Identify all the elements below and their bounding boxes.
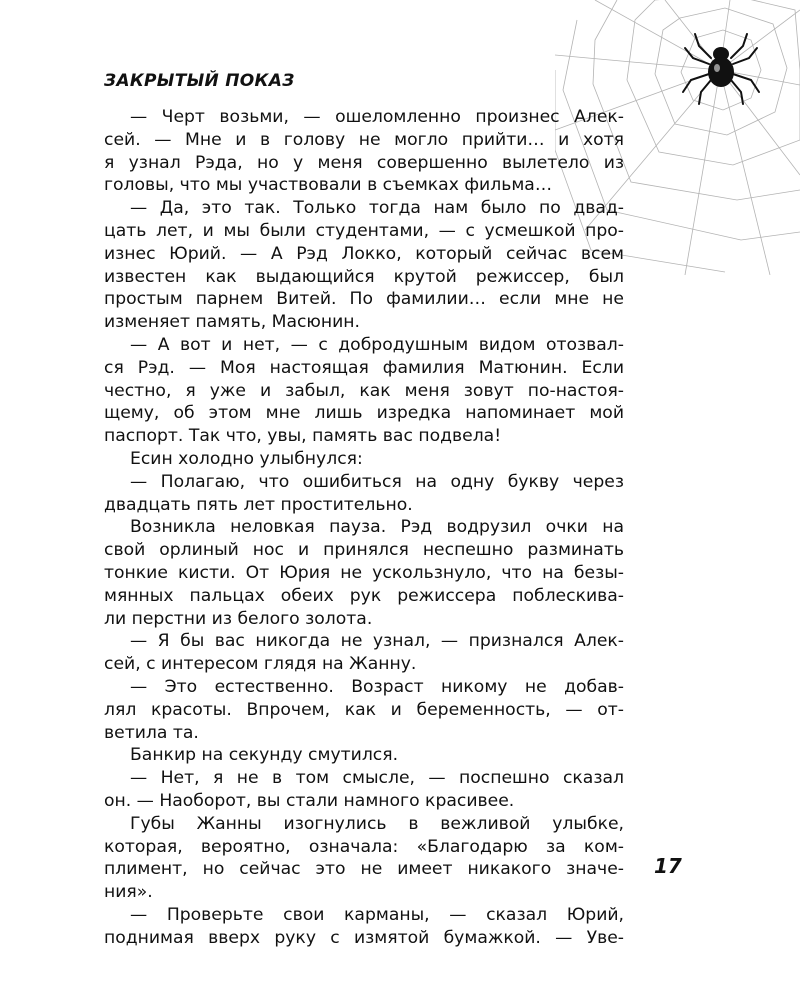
text-line: — Полагаю, что ошибиться на одну букву через (130, 471, 624, 492)
text-line: — Я бы вас никогда не узнал, — признался Алек- (130, 631, 624, 652)
text-line: известен как выдающийся крутой режиссер, был (104, 266, 624, 287)
text-line: Возникла неловкая пауза. Рэд водрузил очки на (130, 517, 624, 538)
text-line: ли перстни из белого золота. (104, 608, 373, 629)
text-line: ветила та. (104, 722, 199, 743)
text-line: изнес Юрий. — А Рэд Локко, который сейчас всем (104, 243, 624, 264)
text-line: — Проверьте свои карманы, — сказал Юрий, (130, 904, 624, 925)
text-line: которая, вероятно, означала: «Благодарю за ком- (104, 836, 624, 857)
text-line: головы, что мы участвовали в съемках фильма… (104, 175, 553, 196)
text-line: — Черт возьми, — ошеломленно произнес Алек- (130, 107, 624, 127)
running-head: ЗАКРЫТЫЙ ПОКАЗ (104, 71, 295, 91)
text-line: Банкир на секунду смутился. (130, 745, 399, 766)
text-line: лял красоты. Впрочем, как и беременность, — от- (104, 699, 624, 720)
text-line: изменяет память, Масюнин. (104, 312, 361, 333)
body-text (104, 106, 624, 949)
text-line: плимент, но сейчас это не имеет никакого значе- (104, 859, 624, 880)
text-line: простым парнем Витей. По фамилии… если мне не (104, 289, 624, 310)
text-line: он. — Наоборот, вы стали намного красивее. (104, 790, 515, 811)
text-line: — Это естественно. Возраст никому не добав- (130, 676, 624, 697)
text-line: — А вот и нет, — с добродушным видом отозвал- (130, 334, 624, 355)
text-line: я узнал Рэда, но у меня совершенно вылетело из (104, 152, 624, 173)
text-line: свой орлиный нос и принялся неспешно разминать (104, 540, 624, 561)
text-line: ся Рэд. — Моя настоящая фамилия Матюнин. Если (104, 357, 624, 378)
text-line: сей. — Мне и в голову не могло прийти… и хотя (104, 129, 624, 150)
text-line: щему, об этом мне лишь изредка напоминает мой (104, 403, 624, 424)
text-line: цать лет, и мы были студентами, — с усмешкой про- (104, 220, 624, 241)
text-line: поднимая вверх руку с измятой бумажкой. — Уве- (104, 927, 624, 948)
text-line: честно, я уже и забыл, как меня зовут по-настоя- (104, 380, 624, 401)
text-line: Есин холодно улыбнулся: (130, 448, 363, 469)
spider-icon (683, 34, 759, 104)
text-line: Губы Жанны изогнулись в вежливой улыбке, (130, 813, 624, 834)
text-line: паспорт. Так что, увы, память вас подвела! (104, 426, 502, 447)
text-line: двадцать пять лет простительно. (104, 494, 413, 515)
text-line: сей, с интересом глядя на Жанну. (104, 654, 417, 675)
text-line: — Да, это так. Только тогда нам было по двад- (130, 198, 624, 219)
text-line: ния». (104, 882, 153, 903)
page-number: 17 (654, 854, 682, 878)
text-line: — Нет, я не в том смысле, — поспешно сказал (130, 768, 624, 789)
text-line: тонкие кисти. От Юрия не ускользнуло, что на безы- (104, 562, 624, 583)
text-line: мянных пальцах обеих рук режиссера поблескива- (104, 585, 624, 606)
